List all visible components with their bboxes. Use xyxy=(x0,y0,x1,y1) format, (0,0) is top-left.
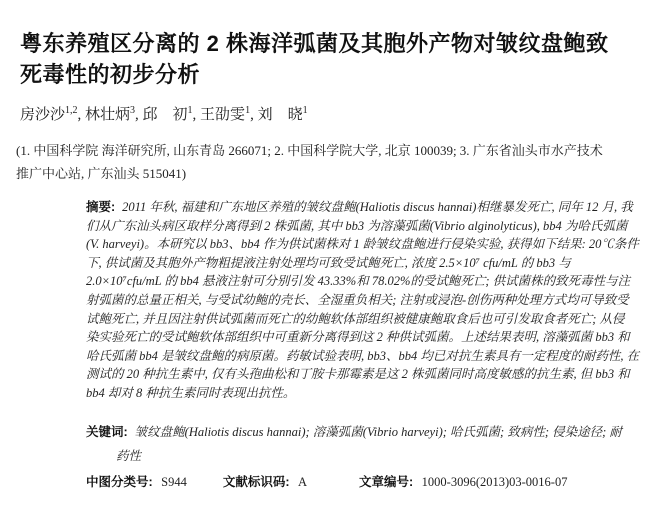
classification-row xyxy=(86,473,655,491)
affiliation-line-1: (1. 中国科学院 海洋研究所, 山东青岛 266071; 2. 中国科学院大学, 北京 100039; 3. 广东省汕头市水产技术 xyxy=(16,143,603,158)
author-name: , 林壮炳 xyxy=(77,107,131,123)
paper-page xyxy=(0,28,665,530)
keywords-line xyxy=(86,420,658,444)
abstract-line: bb4 却对 8 种抗生素同时表现出抗性。 xyxy=(86,385,296,400)
abstract-line: 们从广东汕头病区取样分离得到 2 株弧菌, 其中 bb3 为溶藻弧菌(Vibrio alginolyticus), bb4 为哈氏弧菌 xyxy=(86,218,628,233)
authors-line xyxy=(20,105,645,125)
page-title xyxy=(20,28,647,90)
abstract-text: 2011 年秋, 福建和广东地区养殖的皱纹盘鲍(Haliotis discus hannai)相继暴发死亡, 同年 12 月, 我 xyxy=(122,200,633,214)
abstract-line xyxy=(86,198,658,217)
author-name: , 王劭雯 xyxy=(192,107,246,123)
affiliation-line-2: 推广中心站, 广东汕头 515041) xyxy=(16,166,187,181)
author-affiliation-superscript: 3 xyxy=(130,105,136,116)
author-name: , 刘 晓 xyxy=(250,107,303,123)
author-affiliation-superscript: 1 xyxy=(245,105,251,116)
keywords-line: 药性 xyxy=(116,448,142,463)
author-name: , 邱 初 xyxy=(135,107,188,123)
abstract-line: 试鲍死亡, 并且因注射供试弧菌而死亡的幼鲍软体部组织被健康鲍取食后也可引发取食者死亡; 从侵 xyxy=(86,311,625,326)
document-code-label: 文献标识码: xyxy=(222,474,293,489)
keywords-label: 关键词: xyxy=(86,424,128,439)
title-line-1: 粤东养殖区分离的 2 株海洋弧菌及其胞外产物对皱纹盘鲍致 xyxy=(20,31,609,56)
clc-number-value: S944 xyxy=(161,474,187,489)
author-affiliation-superscript: 1 xyxy=(187,105,193,116)
abstract-line: 下, 供试菌及其胞外产物粗提液注射处理均可致受试鲍死亡, 浓度 2.5×10⁷ cfu/mL 的 bb3 与 xyxy=(86,255,571,270)
keywords xyxy=(86,420,658,468)
abstract xyxy=(86,198,658,403)
abstract-line: 射弧菌的总量正相关, 与受试幼鲍的壳长、全湿重负相关; 注射或浸泡-创伤两种处理方式均可导致受 xyxy=(86,292,629,307)
abstract-label: 摘要: xyxy=(86,200,116,214)
keywords-text: 皱纹盘鲍(Haliotis discus hannai); 溶藻弧菌(Vibrio harveyi); 哈氏弧菌; 致病性; 侵染途径; 耐 xyxy=(134,424,622,439)
author-affiliation-superscript: 1 xyxy=(302,105,308,116)
document-code-value: A xyxy=(297,474,308,489)
abstract-line: (V. harveyi)。本研究以 bb3、bb4 作为供试菌株对 1 龄皱纹盘鲍进行侵染实验, 获得如下结果: 20℃条件 xyxy=(86,237,639,252)
title-line-2: 死毒性的初步分析 xyxy=(20,62,201,87)
abstract-line: 染实验死亡的受试鲍软体部组织中可重新分离得到这 2 种供试弧菌。上述结果表明, 溶藻弧菌 bb3 和 xyxy=(86,330,630,345)
article-id-label: 文章编号: xyxy=(359,474,417,489)
abstract-line: 哈氏弧菌 bb4 是皱纹盘鲍的病原菌。药敏试验表明, bb3、bb4 均已对抗生素具有一定程度的耐药性, 在 xyxy=(86,348,640,363)
abstract-line: 2.0×10⁷cfu/mL 的 bb4 悬液注射可分别引发 43.33%和 78.02%的受试鲍死亡; 供试菌株的致死毒性与注 xyxy=(86,274,631,289)
article-id-value: 1000-3096(2013)03-0016-07 xyxy=(421,474,568,489)
affiliations xyxy=(16,139,645,185)
author-name: 房沙沙 xyxy=(20,107,66,123)
author-affiliation-superscript: 1,2 xyxy=(65,105,78,116)
clc-number-label: 中图分类号: xyxy=(86,474,157,489)
abstract-line: 测试的 20 种抗生素中, 仅有头孢曲松和丁胺卡那霉素是这 2 株弧菌同时高度敏感的抗生素, 但 bb3 和 xyxy=(86,367,630,382)
